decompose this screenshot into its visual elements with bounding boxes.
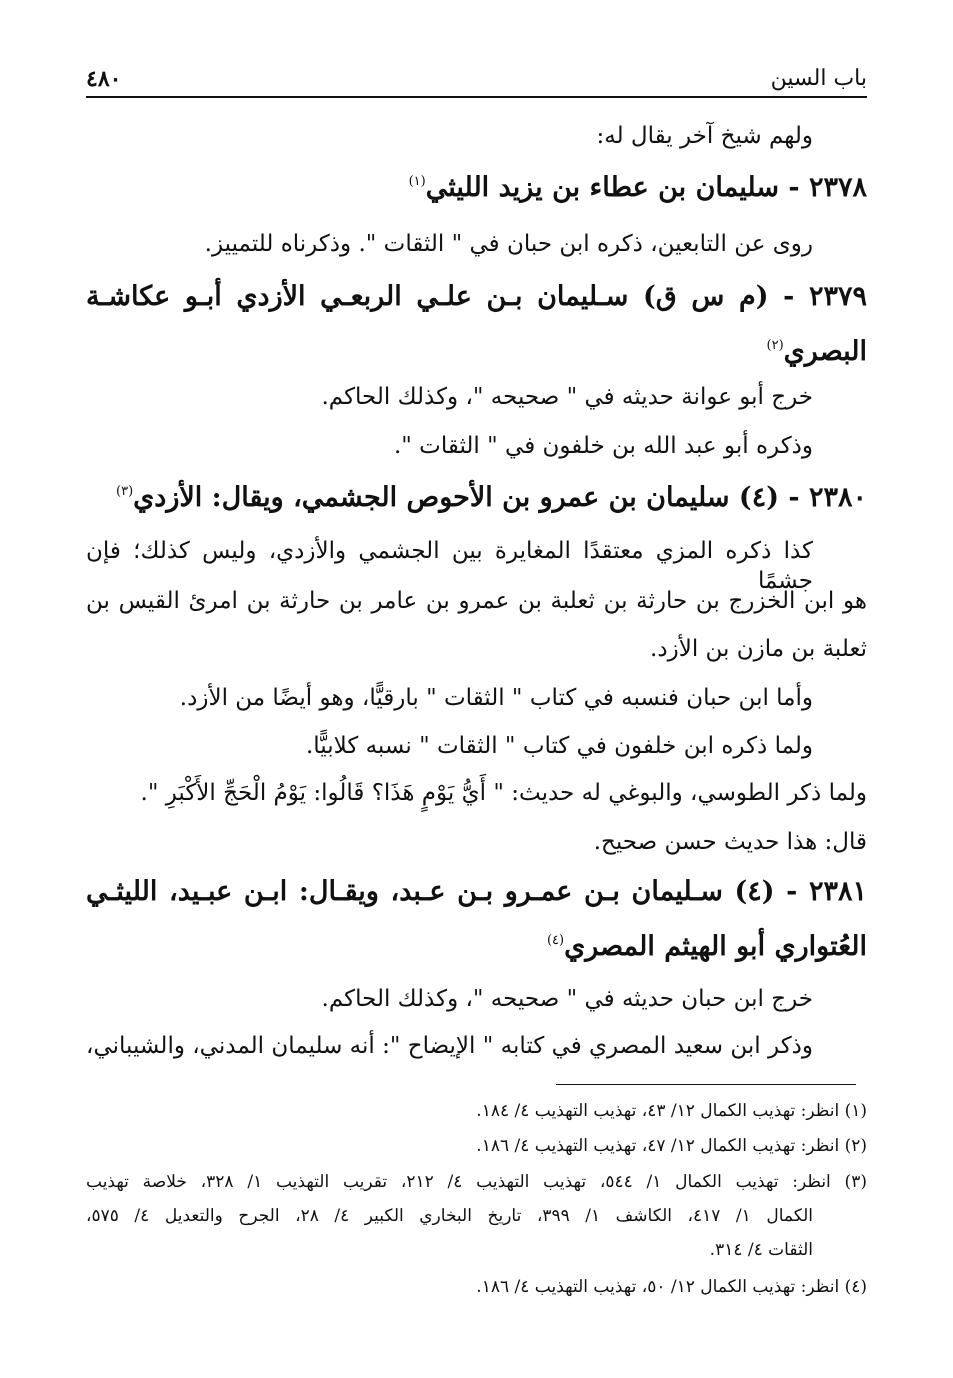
entry-heading-text: ٢٣٨٠ - (٤) سليمان بن عمرو بن الأحوص الجشمي، ويقال: الأزدي [133,482,867,513]
text-line: ولما ذكر الطوسي، والبوغي له حديث: " أَيُّ يَوْمٍ هَذَا؟ قَالُوا: يَوْمُ الْحَجِّ الأَكْبَرِ ". [140,780,867,806]
footnote-divider [556,1084,856,1085]
footnote-3-cont: الكمال ١/ ٤١٧، الكاشف ١/ ٣٩٩، تاريخ البخاري الكبير ٤/ ٢٨، الجرح والتعديل ٤/ ٥٧٥، [86,1206,813,1226]
text-line: وأما ابن حبان فنسبه في كتاب " الثقات " بارقيًّا، وهو أيضًا من الأزد. [179,685,813,711]
entry-heading-2379-cont [86,334,867,370]
text-line: وذكر ابن سعيد المصري في كتابه " الإيضاح ": أنه سليمان المدني، والشيباني، [86,1033,813,1059]
entry-heading-2379: ٢٣٧٩ - (م س ق) سـليمان بـن علـي الربعـي الأزدي أبـو عكاشـة [86,281,867,312]
text-line: قال: هذا حديث حسن صحيح. [593,829,867,855]
footnote-1: (١) انظر: تهذيب الكمال ١٢/ ٤٣، تهذيب التهذيب ٤/ ١٨٤. [476,1101,867,1121]
footnote-ref: (٢) [766,338,784,353]
footnote-4: (٤) انظر: تهذيب الكمال ١٢/ ٥٠، تهذيب التهذيب ٤/ ١٨٦. [476,1277,867,1297]
footnote-3-cont: الثقات ٤/ ٣١٤. [709,1240,813,1260]
text-line: هو ابن الخزرج بن حارثة بن ثعلبة بن عمرو بن عامر بن حارثة بن امرئ القيس بن [86,588,867,614]
text-line: ولهم شيخ آخر يقال له: [596,123,813,149]
text-line: ولما ذكره ابن خلفون في كتاب " الثقات " نسبه كلابيًّا. [305,733,813,759]
entry-heading-2380 [86,480,867,516]
header-title: باب السين [770,66,867,91]
entry-heading-2378 [86,170,867,206]
text-line: كذا ذكره المزي معتقدًا المغايرة بين الجشمي والأزدي، وليس كذلك؛ فإن جشمًا [86,538,813,594]
entry-heading-2381-cont [86,929,867,965]
entry-heading-2381: ٢٣٨١ - (٤) سـليمان بـن عمـرو بـن عـبد، ويقـال: ابـن عبـيد، الليثـي [86,876,867,907]
footnote-ref: (٣) [116,484,134,499]
footnote-3: (٣) انظر: تهذيب الكمال ١/ ٥٤٤، تهذيب التهذيب ٤/ ٢١٢، تقريب التهذيب ١/ ٣٢٨، خلاصة تهذيب [86,1172,867,1192]
text-line: ثعلبة بن مازن بن الأزد. [650,636,867,662]
footnote-ref: (٤) [546,933,565,948]
footnote-2: (٢) انظر: تهذيب الكمال ١٢/ ٤٧، تهذيب التهذيب ٤/ ١٨٦. [476,1136,867,1156]
entry-heading-text: البصري [783,336,867,367]
text-line: وذكره أبو عبد الله بن خلفون في " الثقات ". [393,433,813,459]
page-number: ٤٨٠ [86,66,122,92]
text-line: خرج أبو عوانة حديثه في " صحيحه "، وكذلك الحاكم. [321,384,813,410]
entry-heading-text: ٢٣٧٨ - سليمان بن عطاء بن يزيد الليثي [425,172,867,203]
text-line: روى عن التابعين، ذكره ابن حبان في " الثقات ". وذكرناه للتمييز. [204,231,813,257]
page-header [86,56,867,98]
text-line: خرج ابن حبان حديثه في " صحيحه "، وكذلك الحاكم. [321,986,813,1012]
footnote-ref: (١) [408,174,426,189]
entry-heading-text: العُتواري أبو الهيثم المصري [564,931,867,962]
